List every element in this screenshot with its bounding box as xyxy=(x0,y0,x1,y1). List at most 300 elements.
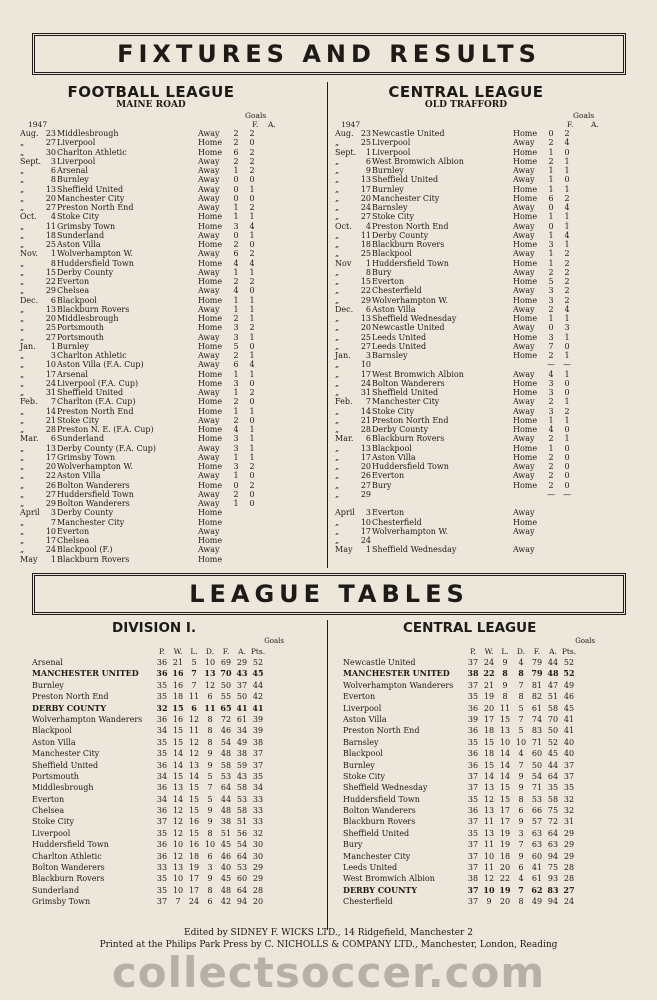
fixture-goals-for: 1 xyxy=(548,443,554,453)
fixture-row xyxy=(20,222,282,231)
fixture-day: 3 xyxy=(365,508,371,518)
fixture-venue: Home xyxy=(198,517,223,527)
fixture-venue: Home xyxy=(198,277,223,286)
fixture-month: „ xyxy=(20,545,25,555)
fixture-venue: Home xyxy=(198,295,223,305)
fixture-goals-against: 0 xyxy=(564,462,570,471)
fixture-opponent: Bolton Wanderers xyxy=(57,499,130,508)
fixture-day: 20 xyxy=(360,193,371,203)
table-cell: 24 xyxy=(563,897,575,907)
fixture-goals-against: 1 xyxy=(564,369,570,379)
table-cell: 15 xyxy=(499,783,511,793)
team-name: Wolverhampton Wanderers xyxy=(32,714,143,724)
fixture-day: 29 xyxy=(360,489,371,499)
fixture-goals-against: 2 xyxy=(249,156,255,166)
fixture-day: 7 xyxy=(50,517,56,527)
table-cell: 37 xyxy=(156,817,168,827)
fixture-goals-for xyxy=(543,536,559,545)
table-row xyxy=(343,737,635,748)
team-name: Sheffield United xyxy=(32,760,99,770)
fixture-goals-against xyxy=(244,508,260,517)
table-row xyxy=(343,805,635,816)
fixture-row xyxy=(20,453,282,462)
fixture-row xyxy=(20,296,282,305)
table-cell: 55 xyxy=(220,692,232,702)
fixture-month: „ xyxy=(335,212,340,222)
football-league-rows xyxy=(20,129,282,564)
season-year: 1947 xyxy=(341,120,361,129)
fixture-goals-against: 0 xyxy=(249,499,255,508)
fixture-goals-for: 1 xyxy=(548,258,554,268)
fixture-row xyxy=(20,499,282,508)
table-cell: 7 xyxy=(175,897,181,907)
fixture-venue: Home xyxy=(198,369,223,379)
fixture-venue: Away xyxy=(513,341,535,351)
fixture-month: „ xyxy=(335,267,340,277)
fixture-month: „ xyxy=(20,499,25,508)
fixture-opponent: Bury xyxy=(372,267,392,277)
fixture-month: „ xyxy=(335,323,340,333)
fixture-row xyxy=(335,351,597,360)
table-cell: 49 xyxy=(236,737,248,747)
table-cell: 28 xyxy=(563,863,575,873)
fixture-venue: Away xyxy=(513,471,535,481)
fixture-day: 23 xyxy=(360,129,371,138)
team-name: Wolverhampton Wanderers xyxy=(343,680,454,690)
fixture-goals-for: 1 xyxy=(548,147,554,157)
fixture-goals-for: 4 xyxy=(233,425,239,434)
fixture-goals-against: 0 xyxy=(564,147,570,157)
table-cell: 35 xyxy=(467,737,479,747)
table-cell: 45 xyxy=(547,749,559,759)
fixture-goals-against: 0 xyxy=(249,193,255,203)
fixture-goals-against: 2 xyxy=(249,129,255,138)
table-cell: 19 xyxy=(499,828,511,838)
fixture-goals-against: 0 xyxy=(564,388,570,397)
fixture-day: 27 xyxy=(360,341,371,351)
team-name: Sunderland xyxy=(32,885,80,895)
fixture-day: 28 xyxy=(360,425,371,434)
fixture-month: „ xyxy=(20,332,25,342)
fixture-month: „ xyxy=(20,388,25,397)
fixture-day: 11 xyxy=(45,221,56,231)
table-row xyxy=(32,725,324,736)
team-name: Manchester City xyxy=(343,851,411,861)
fixtures-banner: FIXTURES AND RESULTS xyxy=(32,33,626,75)
table-cell: 46 xyxy=(220,726,232,736)
table-cell: 56 xyxy=(236,828,248,838)
table-cell: 12 xyxy=(188,737,200,747)
fixture-day: 24 xyxy=(360,378,371,388)
fixture-row xyxy=(335,518,597,527)
table-cell: 12 xyxy=(483,874,495,884)
fixture-goals-for: 3 xyxy=(233,462,239,471)
fixture-month: „ xyxy=(20,314,25,323)
table-cell: 6 xyxy=(191,702,197,713)
fixture-goals-for: 3 xyxy=(548,295,554,305)
fixture-row xyxy=(20,203,282,212)
table-row xyxy=(343,839,635,850)
table-cell: 61 xyxy=(531,874,543,884)
fixture-opponent: Stoke City xyxy=(57,212,100,222)
fixture-day: 25 xyxy=(45,240,56,249)
table-row xyxy=(32,680,324,691)
table-cell: 35 xyxy=(156,692,168,702)
fixture-row xyxy=(20,138,282,147)
fixture-month: Jan. xyxy=(20,341,36,351)
table-cell: 9 xyxy=(207,874,213,884)
fixture-goals-for: 2 xyxy=(548,156,554,166)
fixture-opponent: Chesterfield xyxy=(372,517,422,527)
table-cell: 7 xyxy=(518,714,524,724)
fixture-opponent: Preston North End xyxy=(57,203,134,212)
fixture-month: „ xyxy=(335,471,340,481)
fixture-opponent: Wolverhampton W. xyxy=(372,295,448,305)
fixture-goals-for: 2 xyxy=(233,277,239,286)
team-name: Huddersfield Town xyxy=(32,840,109,850)
fixture-goals-against xyxy=(244,555,260,564)
fixture-day: 22 xyxy=(360,286,371,296)
fixture-venue: Away xyxy=(513,545,535,555)
table-cell: 13 xyxy=(172,783,184,793)
fixture-day: 8 xyxy=(365,267,371,277)
table-cell: 36 xyxy=(156,851,168,861)
fixture-month: „ xyxy=(20,240,25,249)
table-cell: 6 xyxy=(207,897,213,907)
table-cell: 35 xyxy=(156,680,168,690)
table-cell: 75 xyxy=(547,806,559,816)
table-cell: 57 xyxy=(531,817,543,827)
fixture-day: 13 xyxy=(45,184,56,194)
fixture-month: Dec. xyxy=(335,304,354,314)
table-cell: 28 xyxy=(252,885,264,895)
fixture-month: „ xyxy=(335,230,340,240)
table-cell: 20 xyxy=(483,703,495,713)
fixture-goals-for: 1 xyxy=(548,314,554,323)
table-cell: 20 xyxy=(499,897,511,907)
fixture-opponent: Blackburn Rovers xyxy=(372,434,445,444)
fixture-day: 17 xyxy=(360,369,371,379)
fixture-row xyxy=(335,175,597,184)
table-cell: 9 xyxy=(486,897,492,907)
table-row xyxy=(32,896,324,907)
fixture-opponent: Barnsley xyxy=(372,351,408,360)
fixture-goals-for: 3 xyxy=(548,388,554,397)
table-cell: 50 xyxy=(220,680,232,690)
fixture-row xyxy=(20,545,282,554)
fixture-goals-for xyxy=(228,508,244,517)
fixture-opponent: Manchester City xyxy=(372,193,440,203)
fixture-day: 4 xyxy=(50,212,56,222)
fixture-goals-against: 0 xyxy=(564,480,570,490)
fixture-goals-against: 1 xyxy=(564,314,570,323)
fixture-goals-against xyxy=(559,527,575,536)
fixture-opponent: Arsenal xyxy=(57,369,88,379)
fixture-venue: Away xyxy=(513,369,535,379)
team-name: Aston Villa xyxy=(32,737,76,747)
fixture-opponent: Newcastle United xyxy=(372,323,445,333)
fixture-row xyxy=(335,240,597,249)
central-league-fixtures xyxy=(335,84,597,555)
table-cell: 58 xyxy=(236,806,248,816)
fixture-row xyxy=(335,397,597,406)
fixture-row xyxy=(335,499,597,508)
fixture-row xyxy=(335,194,597,203)
fixture-goals-against: 4 xyxy=(564,230,570,240)
table-cell: 7 xyxy=(518,840,524,850)
fixture-goals-against xyxy=(559,518,575,527)
fixture-row xyxy=(335,481,597,490)
fixture-opponent: Preston North End xyxy=(57,406,134,416)
fixture-row xyxy=(335,407,597,416)
fixture-goals-against: 0 xyxy=(249,175,255,185)
table-cell: 94 xyxy=(547,851,559,861)
fixture-month: Feb. xyxy=(20,397,38,407)
table-cell: 9 xyxy=(207,817,213,827)
table-cell: 34 xyxy=(236,726,248,736)
table-cell: 36 xyxy=(467,749,479,759)
fixture-row xyxy=(335,138,597,147)
fixture-month: „ xyxy=(335,388,340,397)
team-name: Burnley xyxy=(32,680,64,690)
fixture-opponent: Grimsby Town xyxy=(57,452,116,462)
fixture-month: „ xyxy=(335,332,340,342)
fixture-goals-for: 0 xyxy=(548,129,554,138)
table-row xyxy=(343,794,635,805)
table-cell: 14 xyxy=(499,771,511,781)
fixture-day: 23 xyxy=(45,129,56,138)
fixture-row xyxy=(335,342,597,351)
table-cell: 13 xyxy=(188,760,200,770)
goals-against-label: A. xyxy=(268,120,276,129)
fixture-day: 6 xyxy=(365,304,371,314)
fixture-goals-against: 1 xyxy=(564,221,570,231)
table-cell: 75 xyxy=(547,863,559,873)
table-cell: 44 xyxy=(220,794,232,804)
table-row xyxy=(343,816,635,827)
fixture-row xyxy=(335,462,597,471)
table-cell: 9 xyxy=(502,658,508,667)
fixture-goals-for: 2 xyxy=(548,267,554,277)
fixture-month: „ xyxy=(20,175,25,185)
fixture-opponent: Aston Villa xyxy=(372,304,416,314)
fixture-day: 17 xyxy=(360,184,371,194)
table-row xyxy=(32,737,324,748)
central-league-header xyxy=(335,111,597,129)
fixture-opponent: Sunderland xyxy=(57,434,105,444)
table-row xyxy=(32,771,324,782)
fixture-venue: Away xyxy=(198,129,220,138)
fixture-day: 20 xyxy=(360,462,371,471)
table-cell: 20 xyxy=(252,897,264,907)
table-cell: 66 xyxy=(531,806,543,816)
fixture-opponent: Portsmouth xyxy=(57,332,104,342)
fixture-row xyxy=(20,481,282,490)
fixture-goals-for: 3 xyxy=(548,286,554,296)
table-cell: 46 xyxy=(563,692,575,702)
fixture-goals-against: 0 xyxy=(564,378,570,388)
fixture-goals-for: 1 xyxy=(548,249,554,259)
table-row xyxy=(343,691,635,702)
fixture-month xyxy=(335,499,355,508)
fixture-day: 20 xyxy=(45,193,56,203)
fixture-day: 8 xyxy=(50,175,56,185)
table-header-cell: P. xyxy=(470,647,476,656)
fixture-month: „ xyxy=(20,378,25,388)
table-cell: 34 xyxy=(156,771,168,781)
table-cell: 53 xyxy=(236,863,248,873)
fixture-goals-for: 4 xyxy=(233,258,239,268)
fixture-month: „ xyxy=(335,536,340,545)
table-cell: 18 xyxy=(483,726,495,736)
team-name: DERBY COUNTY xyxy=(343,884,418,895)
table-cell: 41 xyxy=(563,714,575,724)
fixture-row xyxy=(335,379,597,388)
table-cell: 40 xyxy=(220,863,232,873)
fixture-venue: Away xyxy=(513,397,535,407)
fixture-row xyxy=(20,175,282,184)
fixture-row xyxy=(335,129,597,138)
table-cell: 37 xyxy=(467,840,479,850)
fixture-month: „ xyxy=(335,184,340,194)
fixture-goals-against xyxy=(559,499,575,508)
fixture-goals-for: 0 xyxy=(548,323,554,333)
fixture-goals-for: 0 xyxy=(548,221,554,231)
fixture-opponent: Barnsley xyxy=(372,203,408,212)
fixture-goals-for: 3 xyxy=(548,240,554,249)
table-cell: 16 xyxy=(172,714,184,724)
table-cell: 40 xyxy=(563,749,575,759)
fixture-goals-for: 0 xyxy=(548,203,554,212)
fixture-goals-against: 4 xyxy=(249,360,255,370)
division-one-headers xyxy=(32,646,324,657)
fixture-venue: Home xyxy=(513,378,538,388)
fixture-goals-for xyxy=(543,545,559,554)
table-cell: 37 xyxy=(467,783,479,793)
fixture-month: „ xyxy=(335,341,340,351)
table-cell: 60 xyxy=(531,851,543,861)
fixture-day: 10 xyxy=(45,360,56,370)
fixture-month: „ xyxy=(20,184,25,194)
fixture-day: 27 xyxy=(360,212,371,222)
goals-label: Goals xyxy=(245,111,267,120)
table-cell: 5 xyxy=(191,658,197,667)
fixture-opponent: Burnley xyxy=(372,166,404,175)
fixture-day: 9 xyxy=(365,166,371,175)
fixture-row xyxy=(20,518,282,527)
fixture-goals-for: 1 xyxy=(548,175,554,185)
fixture-day: 29 xyxy=(360,295,371,305)
fixture-opponent: Derby County xyxy=(372,230,429,240)
table-cell: 58 xyxy=(236,783,248,793)
fixture-opponent xyxy=(372,490,513,499)
fixture-goals-against: 1 xyxy=(249,332,255,342)
fixture-goals-for: 1 xyxy=(233,166,239,175)
fixture-month: Mar. xyxy=(335,434,354,444)
fixture-goals-against: 2 xyxy=(249,203,255,212)
fixture-goals-against: — xyxy=(563,360,571,370)
team-name: Everton xyxy=(32,794,65,804)
fixture-opponent: Middlesbrough xyxy=(57,129,119,138)
fixture-goals-for: — xyxy=(547,360,555,370)
fixture-venue: Away xyxy=(513,304,535,314)
table-cell: 52 xyxy=(563,658,575,667)
fixture-goals-against: 1 xyxy=(249,230,255,240)
fixture-row xyxy=(20,148,282,157)
fixture-venue: Home xyxy=(198,258,223,268)
table-cell: 10 xyxy=(204,658,216,667)
table-cell: 53 xyxy=(220,771,232,781)
fixture-month: „ xyxy=(335,240,340,249)
fixture-day: 11 xyxy=(360,230,371,240)
central-league-table xyxy=(343,620,635,908)
fixture-opponent: Huddersfield Town xyxy=(372,258,449,268)
fixture-row xyxy=(335,323,597,332)
fixture-venue: Home xyxy=(513,332,538,342)
table-cell: 35 xyxy=(467,794,479,804)
fixture-row xyxy=(20,407,282,416)
fixture-opponent: Arsenal xyxy=(57,166,88,175)
table-cell: 38 xyxy=(252,737,264,747)
table-cell: 36 xyxy=(156,783,168,793)
table-cell: 63 xyxy=(531,828,543,838)
fixture-opponent xyxy=(372,360,513,369)
team-name: Leeds United xyxy=(343,863,398,873)
table-cell: 62 xyxy=(531,884,543,895)
fixture-venue: Away xyxy=(198,184,220,194)
central-league-headers xyxy=(343,646,635,657)
table-cell: 63 xyxy=(531,840,543,850)
table-cell: 36 xyxy=(156,668,168,679)
table-cell: 32 xyxy=(156,702,168,713)
table-cell: 9 xyxy=(207,760,213,770)
team-name: Blackpool xyxy=(32,726,72,736)
fixture-row xyxy=(335,166,597,175)
table-cell: 29 xyxy=(236,658,248,667)
fixture-venue: Away xyxy=(513,286,535,296)
fixture-goals-against: 0 xyxy=(249,415,255,425)
fixture-opponent xyxy=(372,499,513,508)
fixture-row xyxy=(335,471,597,480)
fixture-day: 7 xyxy=(365,397,371,407)
fixture-venue: Away xyxy=(198,415,220,425)
table-row xyxy=(32,851,324,862)
fixture-opponent: Manchester City xyxy=(57,193,125,203)
table-row xyxy=(32,668,324,679)
fixture-day: 10 xyxy=(360,360,371,370)
table-row xyxy=(343,703,635,714)
fixture-opponent: Blackpool xyxy=(372,249,412,259)
fixture-row xyxy=(335,360,597,369)
fixture-row xyxy=(335,185,597,194)
team-name: Chelsea xyxy=(32,806,65,816)
fixture-venue: Home xyxy=(513,147,538,157)
table-cell: 12 xyxy=(483,794,495,804)
table-cell: 30 xyxy=(252,840,264,850)
fixture-goals-against: 0 xyxy=(249,138,255,148)
table-cell: 11 xyxy=(204,702,216,713)
team-name: Everton xyxy=(343,692,376,702)
fixture-venue: Home xyxy=(513,388,538,397)
fixture-goals-against: 0 xyxy=(564,341,570,351)
fixture-row xyxy=(335,249,597,258)
fixture-opponent: Liverpool xyxy=(57,156,96,166)
fixture-day: 6 xyxy=(50,166,56,175)
table-cell: 36 xyxy=(467,726,479,736)
fixture-opponent: Derby County xyxy=(372,425,429,434)
table-cell: 52 xyxy=(547,737,559,747)
team-name: Bolton Wanderers xyxy=(32,863,105,873)
